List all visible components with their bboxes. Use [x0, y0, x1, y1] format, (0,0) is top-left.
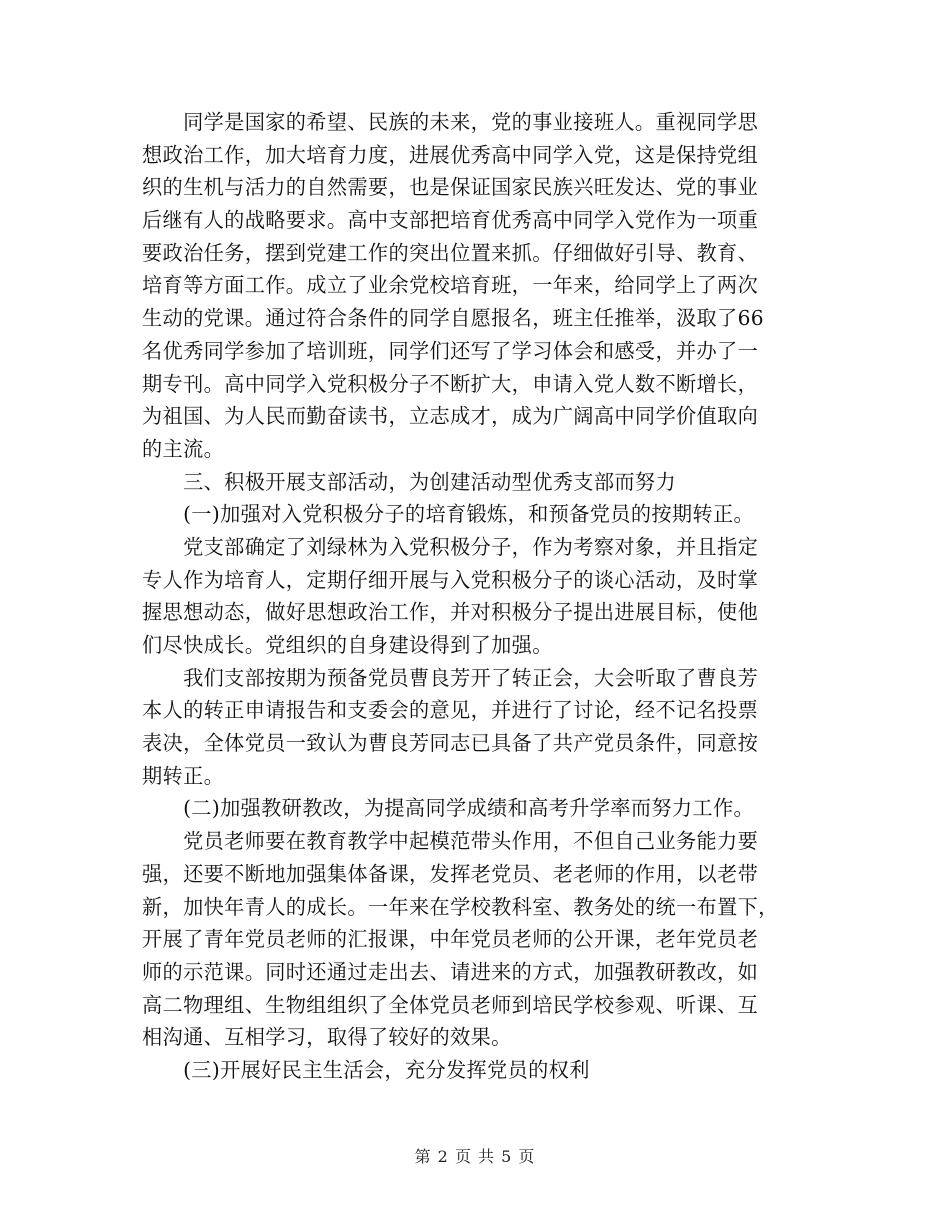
body-line: 名优秀同学参加了培训班，同学们还写了学习体会和感受，并办了一	[142, 338, 759, 363]
body-line: 表决，全体党员一致认为曹良芳同志已具备了共产党员条件，同意按	[142, 731, 759, 756]
body-line: 同学是国家的希望、民族的未来，党的事业接班人。重视同学思	[142, 110, 759, 134]
body-line: 培育等方面工作。成立了业余党校培育班，一年来，给同学上了两次	[142, 273, 759, 298]
body-line: 开展了青年党员老师的汇报课，中年党员老师的公开课，老年党员老	[142, 927, 759, 952]
body-line: 期专刊。高中同学入党积极分子不断扩大，申请入党人数不断增长，	[142, 371, 759, 396]
body-line: 专人作为培育人，定期仔细开展与入党积极分子的谈心活动，及时掌	[142, 567, 759, 592]
body-line: 后继有人的战略要求。高中支部把培育优秀高中同学入党作为一项重	[142, 208, 759, 233]
body-line: 我们支部按期为预备党员曹良芳开了转正会，大会听取了曹良芳	[142, 665, 759, 690]
body-line: 们尽快成长。党组织的自身建设得到了加强。	[142, 633, 553, 657]
body-line: 新，加快年青人的成长。一年来在学校教科室、教务处的统一布置下，	[142, 894, 779, 919]
section-heading: 三、积极开展支部活动，为创建活动型优秀支部而努力	[142, 469, 676, 494]
subsection-heading: (三)开展好民主生活会，充分发挥党员的权利	[142, 1057, 590, 1082]
page-number-footer: 第 2 页 共 5 页	[414, 1147, 536, 1166]
body-line: 织的生机与活力的自然需要，也是保证国家民族兴旺发达、党的事业	[142, 175, 759, 200]
document-body	[142, 106, 798, 1087]
body-line: 的主流。	[142, 436, 225, 461]
body-line: 期转正。	[142, 763, 225, 788]
body-line: 师的示范课。同时还通过走出去、请进来的方式，加强教研教改，如	[142, 959, 759, 984]
body-line: 高二物理组、生物组组织了全体党员老师到培民学校参观、听课、互	[142, 992, 759, 1017]
body-line: 握思想动态，做好思想政治工作，并对积极分子提出进展目标，使他	[142, 600, 759, 625]
body-line: 想政治工作，加大培育力度，进展优秀高中同学入党，这是保持党组	[142, 142, 759, 167]
body-line: 强，还要不断地加强集体备课，发挥老党员、老老师的作用，以老带	[142, 861, 759, 886]
body-line: 本人的转正申请报告和支委会的意见，并进行了讨论，经不记名投票	[142, 698, 759, 723]
body-line: 党支部确定了刘绿林为入党积极分子，作为考察对象，并且指定	[142, 534, 759, 559]
subsection-heading: (二)加强教研教改，为提高同学成绩和高考升学率而努力工作。	[142, 796, 755, 821]
subsection-heading: (一)加强对入党积极分子的培育锻炼，和预备党员的按期转正。	[142, 502, 755, 527]
body-line: 要政治任务，摆到党建工作的突出位置来抓。仔细做好引导、教育、	[142, 240, 759, 265]
body-line: 生动的党课。通过符合条件的同学自愿报名，班主任推举，汲取了66	[142, 306, 764, 331]
body-line: 党员老师要在教育教学中起模范带头作用，不但自己业务能力要	[142, 829, 759, 854]
body-line: 为祖国、为人民而勤奋读书，立志成才，成为广阔高中同学价值取向	[142, 404, 759, 429]
body-line: 相沟通、互相学习，取得了较好的效果。	[142, 1025, 512, 1050]
